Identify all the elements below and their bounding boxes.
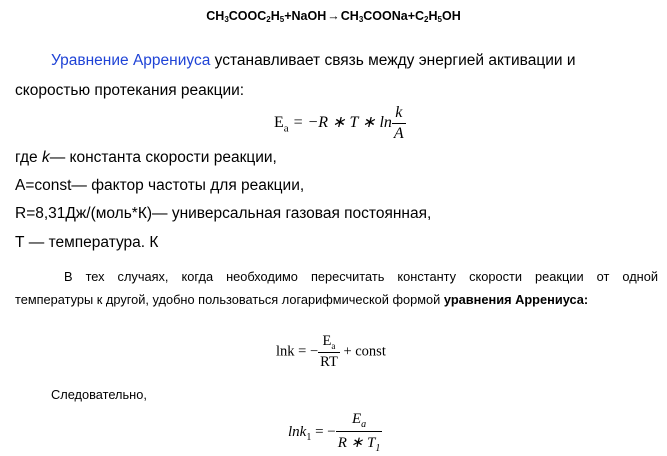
arrhenius-intro-line2: скоростью протекания реакции:	[15, 82, 245, 99]
paragraph2-line1: В тех случаях, когда необходимо пересчитать константу скорости реакции от одной	[64, 269, 658, 284]
arrhenius-equation-term: уравнения Аррениуса:	[443, 292, 589, 307]
arrhenius-intro-line1: Уравнение Аррениуса устанавливает связь между энергией активации и	[51, 52, 576, 69]
paragraph2-line2: температуры к другой, удобно пользоваться логарифмической формой уравнения Аррениуса:	[15, 292, 589, 307]
log-arrhenius-formula: lnk = − $\frac{E_a}{RT}$ + const	[276, 333, 386, 370]
definition-k: где k— константа скорости реакции,	[15, 149, 277, 166]
arrhenius-formula: $E_a = -R$ ∗ T ∗ ln $\frac{k}{A}$	[274, 104, 404, 142]
lnk1-formula: lnk$_1$ = − $\frac{E_a}{R ∗ T_1}$	[288, 411, 381, 454]
definition-r: R=8,31Дж/(моль*К)— универсальная газовая постоянная,	[15, 205, 432, 222]
reaction-equation: $CH_3COOC_2H_5+NaOH\to CH_3COONa+C_2H_5OH$	[206, 9, 461, 24]
arrhenius-equation-link[interactable]: Уравнение Аррениуса	[51, 52, 211, 69]
consequently-text: Следовательно,	[51, 387, 147, 402]
definition-t: Т — температура. К	[15, 234, 159, 251]
definition-a: A=const— фактор частоты для реакции,	[15, 177, 305, 194]
